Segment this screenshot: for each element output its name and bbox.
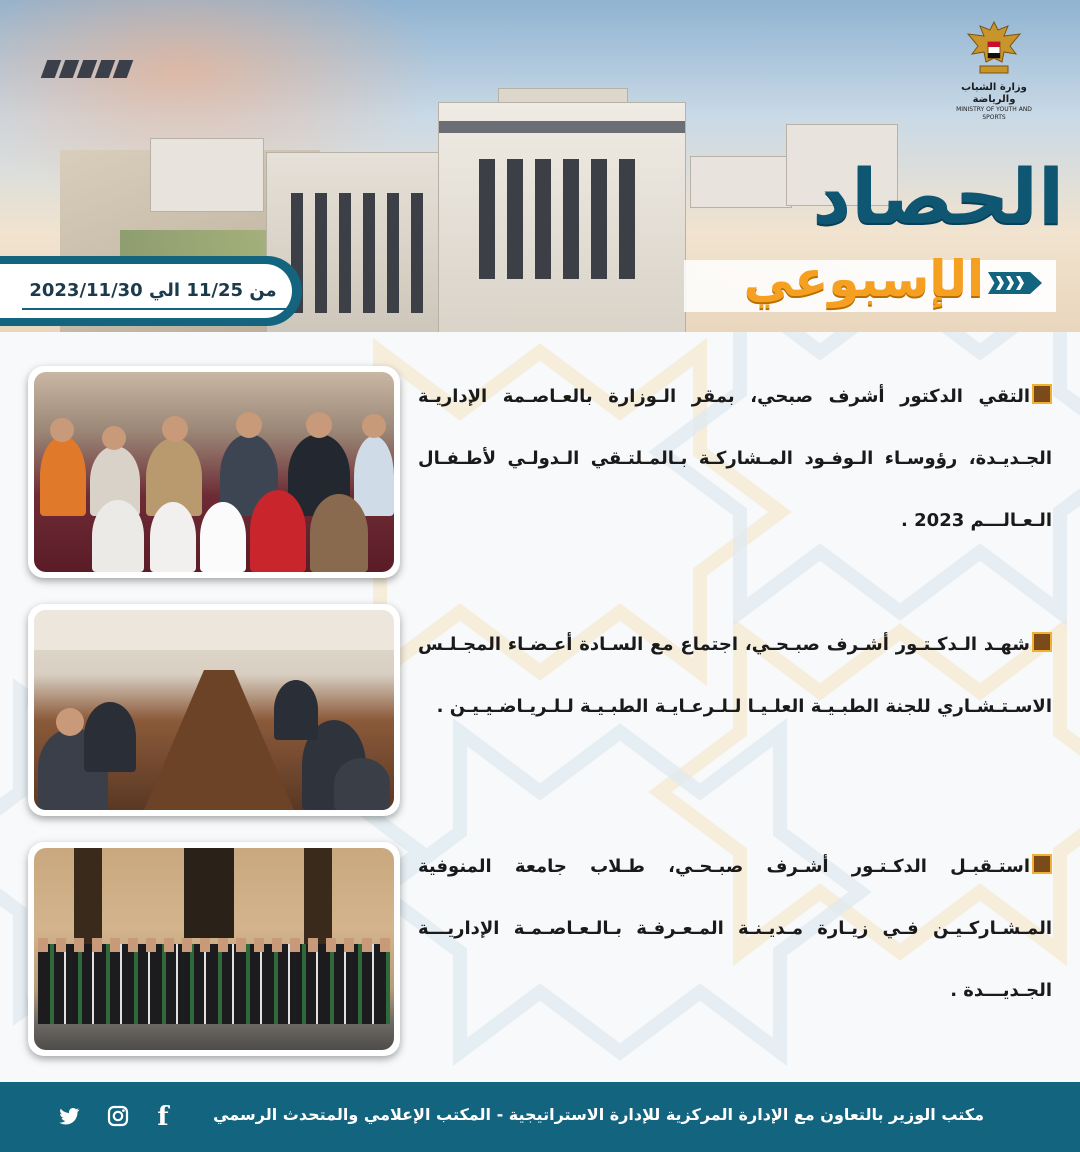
logo-name-ar: وزارة الشباب والرياضة (961, 82, 1027, 105)
twitter-icon[interactable] (56, 1104, 82, 1130)
decor-stripes (44, 60, 130, 78)
news-item-3 (418, 836, 1052, 1022)
logo-name-en: MINISTRY OF YOUTH AND SPORTS (956, 106, 1032, 121)
photo-card-1 (28, 366, 400, 578)
photo-students-group (34, 848, 394, 1050)
title-sub-block (684, 248, 1056, 312)
bullet-square-icon (1032, 854, 1052, 874)
instagram-icon[interactable] (105, 1104, 131, 1130)
photo-card-3 (28, 842, 400, 1056)
photo-delegations-meeting (34, 372, 394, 572)
header-banner (0, 0, 1080, 332)
date-range-badge (0, 256, 302, 326)
bullet-square-icon (1032, 384, 1052, 404)
date-underline (22, 308, 288, 310)
footer-credit-text: مكتب الوزير بالتعاون مع الإدارة المركزية للإدارة الاستراتيجية - المكتب الإعلامي والمتحدث الرسمي (213, 1105, 984, 1124)
photo-committee-meeting (34, 610, 394, 810)
photo-card-2 (28, 604, 400, 816)
date-range-text: من 11/25 الي 2023/11/30 (29, 280, 277, 301)
facebook-icon[interactable]: f (157, 1102, 169, 1132)
news-item-1 (418, 366, 1052, 552)
building-far-left (150, 138, 264, 212)
building-main (438, 102, 686, 332)
footer-bar (0, 1082, 1080, 1152)
news-item-1-text: التقي الدكتور أشرف صبحي، بمقر الـوزارة بالعـاصـمة الإداريـة الجـديـدة، رؤوسـاء الـوفـود المـشاركـة بـالمـلتـقي الـدولـي لأطـفـال الـعـالـــم 2023 . (418, 386, 1052, 531)
eagle-emblem-icon (964, 18, 1024, 80)
date-pill-inner (0, 264, 292, 318)
news-item-2-text: شهـد الـدكـتـور أشـرف صبـحـي، اجتماع مع السـادة أعـضـاء المجـلـس الاسـتـشـاري للجنة الطبـيـة العلـيـا لـلـرعـايـة الطبـيـة لـلـريـاضـيـيـن . (418, 634, 1052, 717)
bullet-square-icon (1032, 632, 1052, 652)
news-item-3-text: استـقبـل الدكـتـور أشـرف صبـحـي، طـلاب جامعة المنوفية المـشـاركـيـن فـي زيـارة مـديـنـة المـعـرفـة بـالـعـاصـمـة الإداريـــة الجـديـــدة . (418, 856, 1052, 1001)
title-sub: الإسبوعي (743, 250, 984, 308)
title-main: الحصاد (812, 152, 1064, 241)
news-item-2 (418, 614, 1052, 738)
content-area (0, 332, 1080, 1082)
ministry-logo (944, 18, 1044, 124)
